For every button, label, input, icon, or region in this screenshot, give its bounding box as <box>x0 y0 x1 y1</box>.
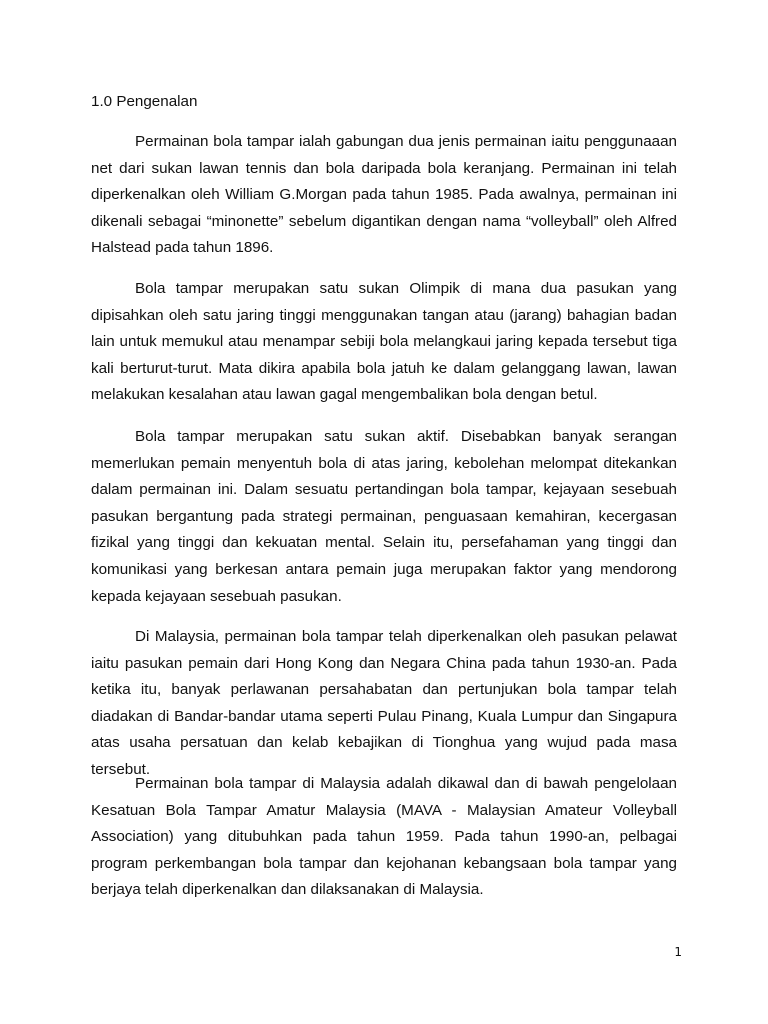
paragraph-5: Permainan bola tampar di Malaysia adalah dikawal dan di bawah pengelolaan Kesatuan Bola Tampar Amatur Malaysia (MAVA - Malaysian Amateur Volleyball Association) yang ditubuhkan pada tahun 1959. Pada tahun 1990-an, pelbagai program perkembangan bola tampar dan kejohanan kebangsaan bola tampar yang berjaya telah diperkenalkan dan dilaksanakan di Malaysia. <box>91 775 677 899</box>
paragraph-1: Permainan bola tampar ialah gabungan dua jenis permainan iaitu penggunaaan net dari sukan lawan tennis dan bola daripada bola keranjang. Permainan ini telah diperkenalkan oleh William G.Morgan pada tahun 1985. Pada awalnya, permainan ini dikenali sebagai “minonette” sebelum digantikan dengan nama “volleyball” oleh Alfred Halstead pada tahun 1896. <box>91 133 677 257</box>
paragraph-2: Bola tampar merupakan satu sukan Olimpik di mana dua pasukan yang dipisahkan oleh satu jaring tinggi menggunakan tangan atau (jarang) bahagian badan lain untuk memukul atau menampar sebiji bola melangkaui jaring kepada tersebut tiga kali berturut-turut. Mata dikira apabila bola jatuh ke dalam gelanggang lawan, lawan melakukan kesalahan atau lawan gagal mengembalikan bola dengan betul. <box>91 280 677 404</box>
paragraph-3: Bola tampar merupakan satu sukan aktif. Disebabkan banyak serangan memerlukan pemain menyentuh bola di atas jaring, kebolehan melompat ditekankan dalam permainan ini. Dalam sesuatu pertandingan bola tampar, kejayaan sesebuah pasukan bergantung pada strategi permainan, penguasaan kemahiran, kecergasan fizikal yang tinggi dan kekuatan mental. Selain itu, persefahaman yang tinggi dan komunikasi yang berkesan antara pemain juga merupakan faktor yang mendorong kepada kejayaan sesebuah pasukan. <box>91 428 677 605</box>
section-heading: 1.0 Pengenalan <box>91 93 198 110</box>
page-number: 1 <box>674 945 682 959</box>
paragraph-4: Di Malaysia, permainan bola tampar telah diperkenalkan oleh pasukan pelawat iaitu pasukan pemain dari Hong Kong dan Negara China pada tahun 1930-an. Pada ketika itu, banyak perlawanan persahabatan dan pertunjukan bola tampar telah diadakan di Bandar-bandar utama seperti Pulau Pinang, Kuala Lumpur dan Singapura atas usaha persatuan dan kelab kebajikan di Tionghua yang wujud pada masa tersebut. <box>91 628 677 778</box>
